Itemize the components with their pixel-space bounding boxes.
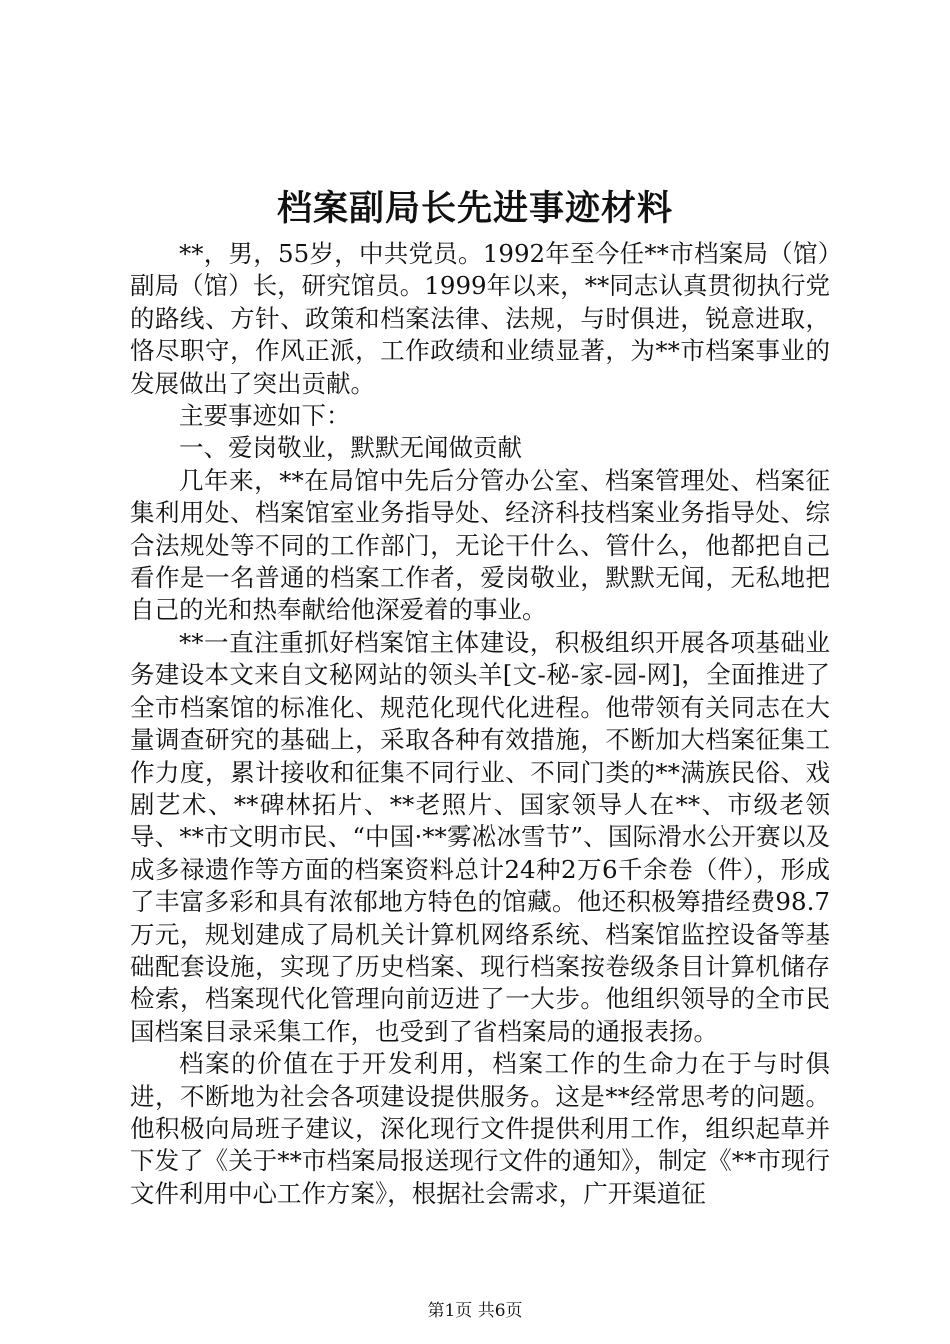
paragraph-archive-utilization: 档案的价值在于开发利用，档案工作的生命力在于与时俱进，不断地为社会各项建设提供服务。这是**经常思考的问题。他积极向局班子建议，深化现行文件提供利用工作，组织起草并下发了《关于**市档案局报送现行文件的通知》，制定《**市现行文件利用中心工作方案》，根据社会需求，广开渠道征 [130,1049,830,1208]
document-title: 档案副局长先进事迹材料 [276,189,673,229]
paragraph-archive-construction: **一直注重抓好档案馆主体建设，积极组织开展各项基础业务建设本文来自文秘网站的领头羊[文-秘-家-园-网]，全面推进了全市档案馆的标准化、规范化现代化进程。他带领有关同志在大量调查研究的基础上，采取各种有效措施，不断加大档案征集工作力度，累计接收和征集不同行业、不同门类的**满族民俗、戏剧艺术、**碑林拓片、**老照片、国家领导人在**、市级老领导、**市文明市民、“中国·**雾凇冰雪节”、国际滑水公开赛以及成多禄遗作等方面的档案资料总计24种2万6千余卷（件），形成了丰富多彩和具有浓郁地方特色的馆藏。他还积极筹措经费98.7万元，规划建成了局机关计算机网络系统、档案馆监控设备等基础配套设施，实现了历史档案、现行档案按卷级条目计算机储存检索，档案现代化管理向前迈进了一大步。他组织领导的全市民国档案目录采集工作，也受到了省档案局的通报表扬。 [130,627,830,1046]
section-heading-1: 一、爱岗敬业，默默无闻做贡献 [179,433,522,463]
paragraph-work-departments: 几年来，**在局馆中先后分管办公室、档案管理处、档案征集利用处、档案馆室业务指导处、经济科技档案业务指导处、综合法规处等不同的工作部门，无论干什么、管什么，他都把自己看作是一名普通的档案工作者，爱岗敬业，默默无闻，无私地把自己的光和热奉献给他深爱着的事业。 [130,465,830,625]
document-body [130,238,830,1210]
page-footer: 第1页 共6页 [427,1301,523,1321]
paragraph-main-deeds-intro: 主要事迹如下： [179,401,351,431]
paragraph-intro: **，男，55岁，中共党员。1992年至今任**市档案局（馆）副局（馆）长，研究馆员。1999年以来，**同志认真贯彻执行党的路线、方针、政策和档案法律、法规，与时俱进，锐意进取，恪尽职守，作风正派，工作政绩和业绩显著，为**市档案事业的发展做出了突出贡献。 [130,239,830,398]
